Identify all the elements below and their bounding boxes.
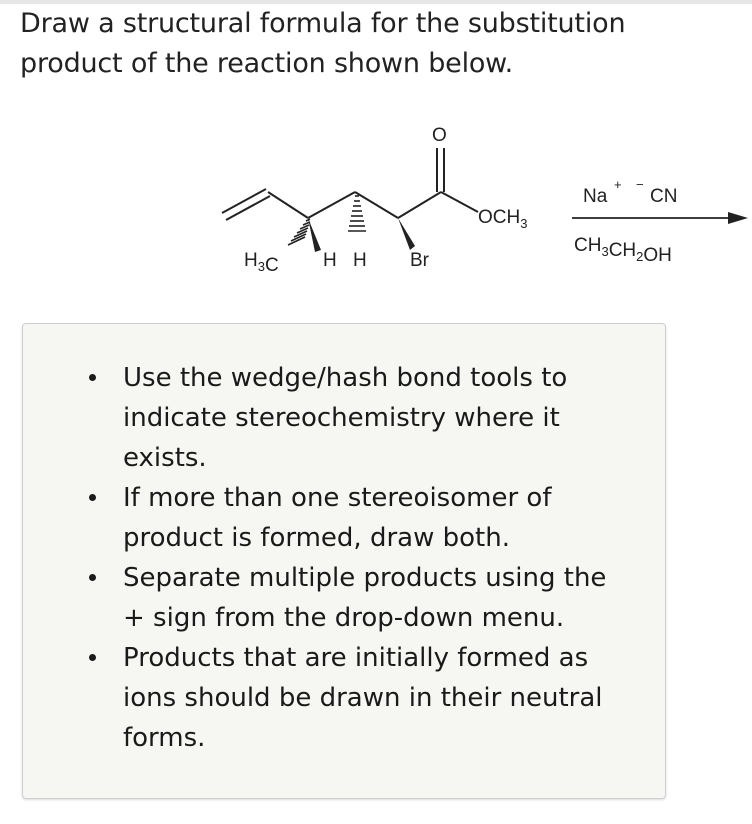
chain-bond	[268, 192, 308, 218]
question-line: Draw a structural formula for the substitution	[20, 8, 626, 39]
chain-bond	[398, 192, 441, 218]
question-prompt	[20, 4, 720, 84]
reagent-cyanide: CN	[650, 186, 678, 207]
instruction-line: If more than one stereoisomer of	[123, 483, 552, 513]
methoxy-label: $OCH_3$	[478, 207, 528, 231]
hash-bond-methyl	[288, 219, 310, 245]
instruction-line: Products that are initially formed as	[123, 643, 589, 673]
chain-bond	[355, 192, 398, 218]
instruction-item	[23, 358, 665, 478]
instruction-line: ions should be drawn in their neutral	[123, 683, 603, 713]
instruction-line: + sign from the drop-down menu.	[123, 603, 565, 633]
wedge-bond-br	[398, 218, 415, 250]
instruction-line: Use the wedge/hash bond tools to	[123, 363, 568, 393]
instructions-list	[23, 358, 665, 758]
reaction-scheme	[0, 110, 752, 280]
instruction-item	[23, 638, 665, 758]
instruction-line: product is formed, draw both.	[123, 523, 510, 553]
oxygen-label: O	[432, 125, 447, 146]
reagent-minus-charge: −	[636, 177, 644, 192]
bullet-icon	[89, 494, 96, 501]
instruction-item	[23, 478, 665, 558]
reagent-sodium: Na	[583, 186, 608, 207]
reaction-drawing	[0, 110, 752, 280]
arrow-head	[728, 212, 748, 224]
chain-bond	[308, 192, 355, 218]
bromine-label: Br	[410, 250, 429, 271]
bullet-icon	[89, 574, 96, 581]
instruction-line: forms.	[123, 723, 206, 753]
hash-bond-h2	[348, 196, 366, 231]
wedge-bond-h1	[308, 218, 321, 252]
instruction-line: indicate stereochemistry where it	[123, 403, 560, 433]
bullet-icon	[89, 374, 96, 381]
instruction-line: Separate multiple products using the	[123, 563, 607, 593]
instruction-item	[23, 558, 665, 638]
h2-label: H	[353, 250, 367, 271]
instructions-box	[22, 323, 666, 799]
ester-o-bond	[441, 192, 478, 212]
instruction-line: exists.	[123, 443, 207, 473]
reagent-solvent: $CH_3CH_2OH$	[574, 235, 672, 266]
reagent-plus-charge: +	[614, 177, 622, 192]
methyl-label: $H_3C$	[244, 250, 279, 276]
h1-label: H	[323, 250, 337, 271]
question-line: product of the reaction shown below.	[20, 48, 513, 79]
bullet-icon	[89, 654, 96, 661]
